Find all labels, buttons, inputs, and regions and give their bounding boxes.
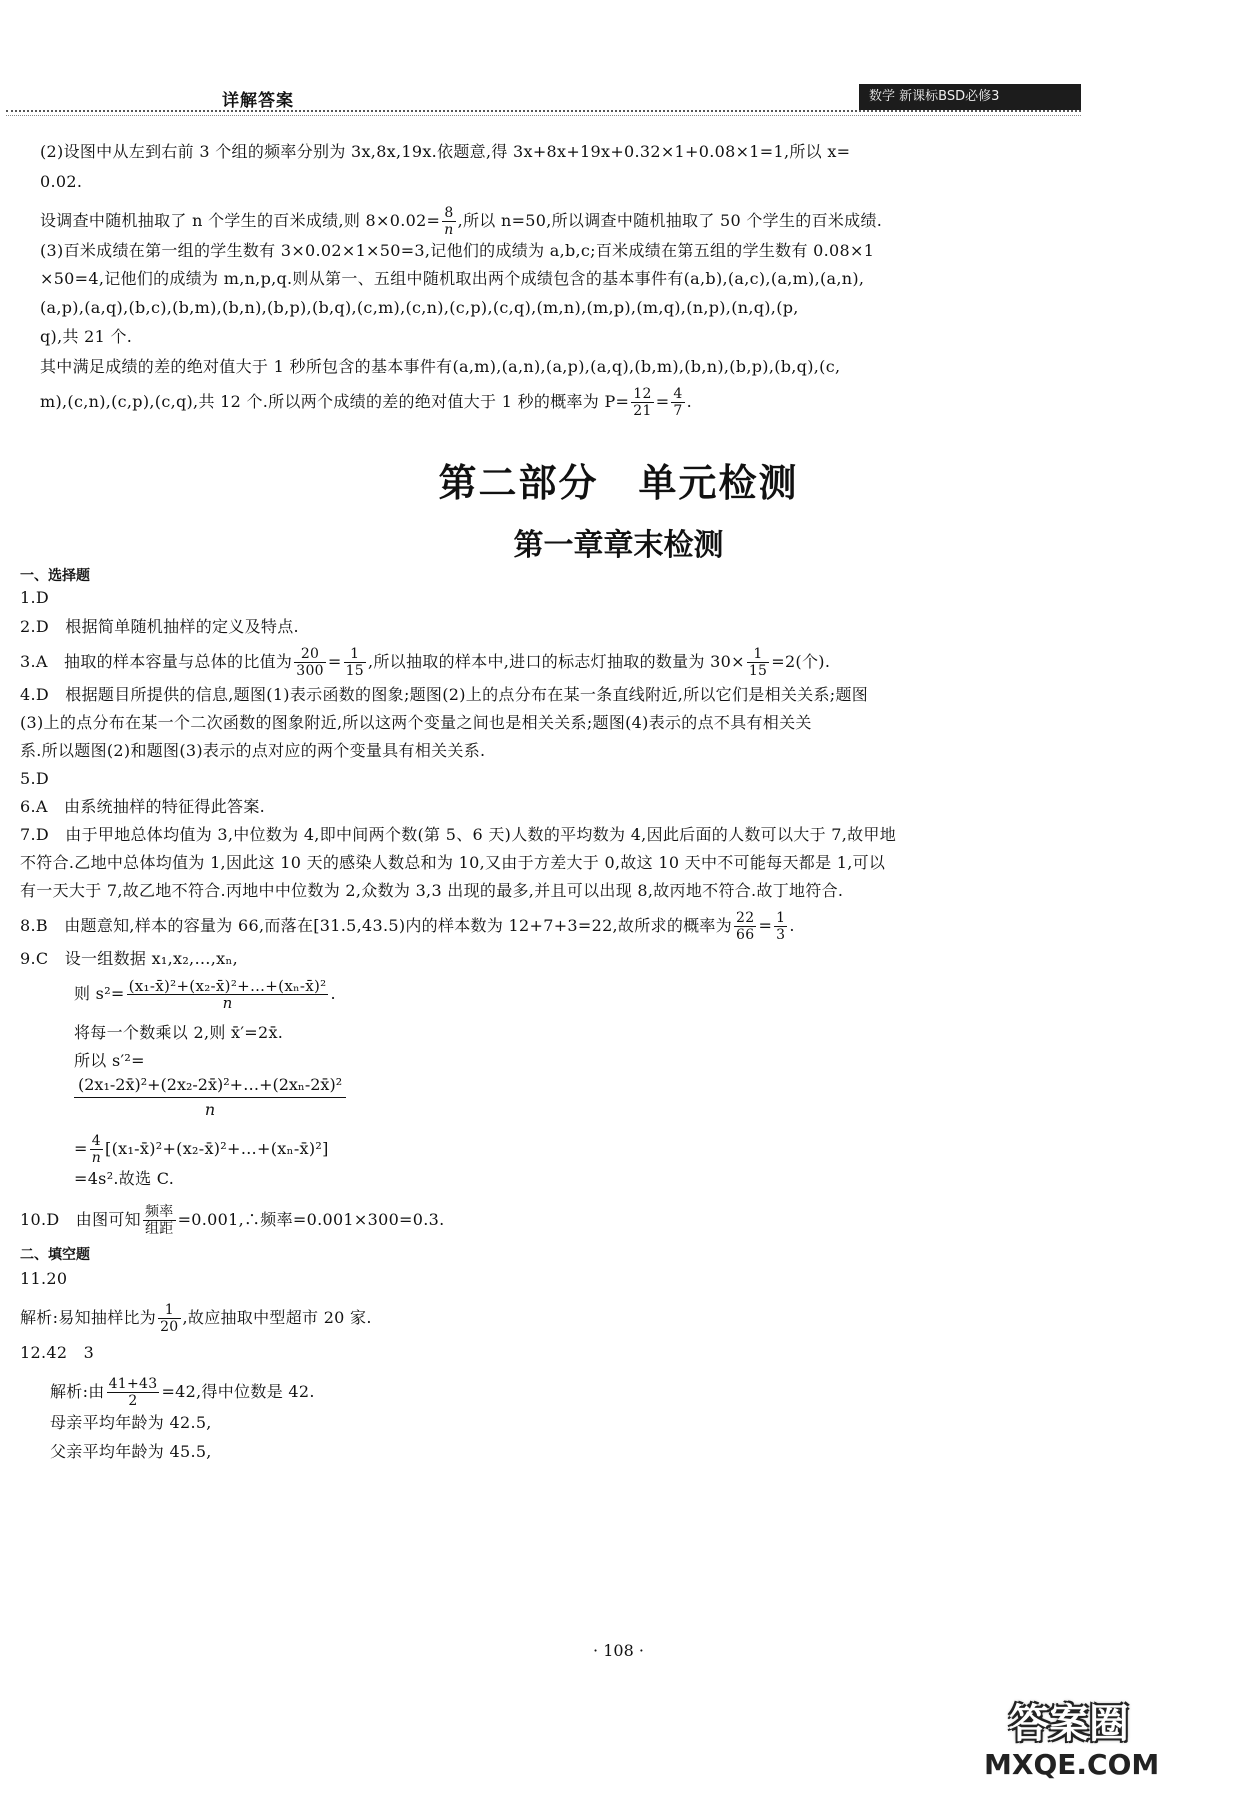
answer-line: 有一天大于 7,故乙地不符合.丙地中中位数为 2,众数为 3,3 出现的最多,并且可以出现 8,故丙地不符合.故丁地符合. (20, 881, 844, 900)
text-run: . (330, 984, 336, 1003)
fraction-denominator: n (444, 222, 454, 238)
answer-line: (3)上的点分布在某一个二次函数的图象附近,所以这两个变量之间也是相关关系;题图(4)表示的点不具有相关关 (20, 713, 812, 732)
text-run: 解析:易知抽样比为 (20, 1308, 157, 1327)
answer-line: 12.42 3 (20, 1343, 95, 1362)
text-run: 则 s²= (74, 984, 125, 1003)
fraction (442, 205, 455, 238)
answer-line: 父亲平均年龄为 45.5, (50, 1442, 212, 1461)
answer-line: 7.D 由于甲地总体均值为 3,中位数为 4,即中间两个数(第 5、6 天)人数的平均数为 4,因此后面的人数可以大于 7,故甲地 (20, 825, 897, 844)
fraction-denominator: n (204, 1100, 216, 1119)
fraction (90, 1133, 103, 1166)
part-title: 第二部分 单元检测 (438, 461, 799, 505)
text-run: = (655, 392, 670, 411)
fraction (631, 386, 653, 419)
text-run: =42,得中位数是 42. (161, 1382, 315, 1401)
answer-line (20, 1302, 372, 1335)
paragraph-line: (a,p),(a,q),(b,c),(b,m),(b,n),(b,p),(b,q),(c,m),(c,n),(c,p),(c,q),(m,n),(m,p),(m,q),(n,p),(n,q),(p, (40, 298, 799, 317)
fraction-denominator: 300 (296, 663, 324, 679)
running-header-tag: 数学 新课标BSD必修3 (859, 84, 1081, 110)
answer-line: 11.20 (20, 1269, 68, 1288)
answer-line: 不符合.乙地中总体均值为 1,因此这 10 天的感染人数总和为 10,又由于方差大于 0,故这 10 天中不可能每天都是 1,可以 (20, 853, 886, 872)
watermark-logo: 答案圈 (1009, 1701, 1129, 1747)
formula-line: =4s².故选 C. (74, 1169, 175, 1188)
formula-line (74, 978, 336, 1011)
fraction-numerator: 1 (344, 646, 366, 663)
text-run: [(x₁-x̄)²+(x₂-x̄)²+…+(xₙ-x̄)²] (105, 1139, 329, 1158)
watermark-url: MXQE.COM (984, 1748, 1160, 1781)
fraction-denominator: 21 (633, 403, 652, 419)
chapter-title: 第一章章末检测 (513, 528, 724, 563)
fraction-denominator: n (91, 1150, 102, 1166)
text-run: 8.B 由题意知,样本的容量为 66,而落在[31.5,43.5)内的样本数为 12+7+3=22,故所求的概率为 (20, 916, 733, 935)
answer-line (50, 1376, 315, 1409)
text-run: 解析:由 (50, 1382, 105, 1401)
fraction-numerator: 频率 (144, 1204, 174, 1220)
header-divider-thin (6, 115, 1081, 116)
answer-line: 系.所以题图(2)和题图(3)表示的点对应的两个变量具有相关关系. (20, 741, 486, 760)
paragraph-line: ×50=4,记他们的成绩为 m,n,p,q.则从第一、五组中随机取出两个成绩包含的基本事件有(a,b),(a,c),(a,m),(a,n), (40, 269, 865, 288)
paragraph-line: (2)设图中从左到右前 3 个组的频率分别为 3x,8x,19x.依题意,得 3x+8x+19x+0.32×1+0.08×1=1,所以 x= (40, 142, 851, 161)
watermark (984, 1700, 1160, 1782)
text-run: = (74, 1139, 88, 1158)
section-heading-fill: 二、填空题 (20, 1247, 90, 1263)
fraction (747, 646, 769, 679)
fraction-numerator: (2x₁-2x̄)²+(2x₂-2x̄)²+…+(2xₙ-2x̄)² (74, 1073, 346, 1098)
fraction (671, 386, 684, 419)
answer-line (20, 910, 795, 943)
text-run: 3.A 抽取的样本容量与总体的比值为 (20, 652, 293, 671)
paragraph-line: q),共 21 个. (40, 327, 133, 346)
paragraph-line: 其中满足成绩的差的绝对值大于 1 秒所包含的基本事件有(a,m),(a,n),(a,p),(a,q),(b,m),(b,n),(b,p),(b,q),(c, (40, 357, 841, 376)
fraction (294, 646, 326, 679)
answer-line: 1.D (20, 588, 49, 607)
fraction-denominator: n (222, 994, 233, 1012)
fraction-denominator: 66 (736, 927, 755, 943)
text-run: =2(个). (771, 652, 831, 671)
text-run: m),(c,n),(c,p),(c,q),共 12 个.所以两个成绩的差的绝对值大于 1 秒的概率为 P= (40, 392, 630, 411)
answer-line: 母亲平均年龄为 42.5, (50, 1413, 212, 1432)
paragraph-line: 0.02. (40, 172, 83, 191)
answer-line: 4.D 根据题目所提供的信息,题图(1)表示函数的图象;题图(2)上的点分布在某一条直线附近,所以它们是相关关系;题图 (20, 685, 869, 704)
fraction-denominator: 组距 (144, 1221, 174, 1237)
formula-line: 所以 s′²= (74, 1051, 145, 1070)
page-number: · 108 · (593, 1641, 644, 1660)
fraction-numerator: 1 (158, 1302, 180, 1319)
answer-line: 2.D 根据简单随机抽样的定义及特点. (20, 617, 299, 636)
answer-line: 9.C 设一组数据 x₁,x₂,…,xₙ, (20, 949, 239, 968)
fraction-numerator: 1 (776, 910, 786, 926)
fraction-numerator: 1 (747, 646, 769, 663)
fraction (774, 910, 787, 943)
paragraph-line (40, 205, 882, 238)
fraction (344, 646, 366, 679)
answer-line: 6.A 由系统抽样的特征得此答案. (20, 797, 266, 816)
paragraph-line: (3)百米成绩在第一组的学生数有 3×0.02×1×50=3,记他们的成绩为 a,b,c;百米成绩在第五组的学生数有 0.08×1 (40, 241, 875, 260)
fraction-denominator: 7 (673, 403, 683, 419)
fraction-numerator: 4 (673, 386, 683, 402)
text-run: ,所以抽取的样本中,进口的标志灯抽取的数量为 30× (368, 652, 745, 671)
fraction-numerator: 22 (736, 910, 755, 926)
formula-line (74, 1133, 329, 1166)
fraction-numerator: 12 (633, 386, 652, 402)
fraction (127, 978, 329, 1011)
fraction-numerator: 4 (90, 1133, 103, 1150)
text-run: = (758, 916, 773, 935)
fraction-numerator: 41+43 (108, 1376, 158, 1392)
formula-line: 将每一个数乘以 2,则 x̄′=2x̄. (74, 1023, 284, 1042)
text-run: . (686, 392, 693, 411)
fraction (107, 1376, 160, 1409)
answer-line (20, 646, 830, 679)
fraction (158, 1302, 180, 1335)
fraction-denominator: 15 (345, 663, 364, 679)
answer-line (20, 1204, 444, 1237)
running-header-title: 详解答案 (222, 91, 294, 111)
answer-line: 5.D (20, 769, 49, 788)
text-run: 10.D 由图可知 (20, 1210, 141, 1229)
fraction-denominator: 3 (776, 927, 786, 943)
fraction (74, 1073, 346, 1122)
text-run: . (789, 916, 795, 935)
paragraph-line (40, 386, 692, 419)
fraction-denominator: 15 (748, 663, 768, 679)
header-divider (6, 110, 1081, 112)
fraction (143, 1204, 176, 1237)
fraction-denominator: 2 (128, 1393, 138, 1409)
text-run: = (327, 652, 342, 671)
section-heading-choice: 一、选择题 (20, 568, 90, 584)
text-run: 设调查中随机抽取了 n 个学生的百米成绩,则 8×0.02= (40, 211, 441, 230)
text-run: ,所以 n=50,所以调查中随机抽取了 50 个学生的百米成绩. (457, 211, 883, 230)
fraction-numerator: 8 (442, 205, 455, 222)
fraction-numerator: 20 (294, 646, 326, 663)
text-run: ,故应抽取中型超市 20 家. (182, 1308, 372, 1327)
fraction (734, 910, 756, 943)
fraction-denominator: 20 (160, 1319, 179, 1335)
fraction-numerator: (x₁-x̄)²+(x₂-x̄)²+…+(xₙ-x̄)² (128, 977, 327, 995)
text-run: =0.001,∴频率=0.001×300=0.3. (177, 1210, 445, 1229)
